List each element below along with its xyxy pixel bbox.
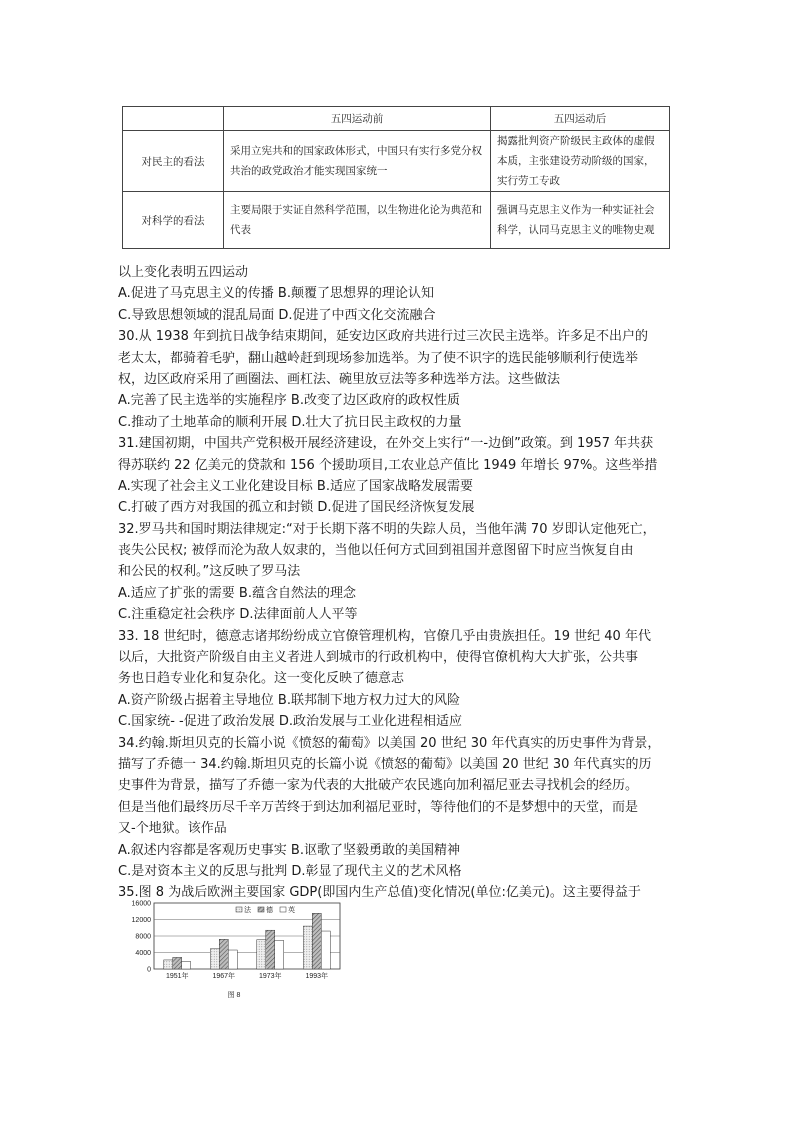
row-header: 对科学的看法 bbox=[123, 192, 224, 249]
bar bbox=[257, 940, 266, 969]
bar bbox=[266, 930, 275, 969]
legend-swatch bbox=[236, 907, 242, 912]
legend-label: 法 bbox=[244, 907, 251, 914]
y-tick-label: 8000 bbox=[135, 933, 151, 941]
question-32-line: 32.罗马共和国时期法律规定:“对于长期下落不明的失踪人员，当他年满 70 岁即认定他死亡， bbox=[118, 521, 656, 537]
x-tick-label: 1951年 bbox=[165, 973, 189, 980]
y-tick-label: 0 bbox=[147, 966, 151, 974]
y-tick-label: 4000 bbox=[135, 950, 151, 957]
question-30-line: 老太太，都骑着毛驴，翻山越岭赶到现场参加选举。为了使不识字的选民能够顺利行使选举 bbox=[118, 350, 639, 366]
legend-label: 英 bbox=[288, 907, 295, 914]
bar bbox=[312, 913, 321, 969]
legend-swatch bbox=[280, 907, 286, 912]
question-34-line: 又-个地狱。该作品 bbox=[118, 821, 227, 837]
question-32-line: 丧失公民权; 被俘而沦为敌人奴隶的，当他以任何方式回到祖国并意图留下时应当恢复自由 bbox=[118, 543, 634, 559]
bar bbox=[219, 939, 228, 969]
table-corner-cell bbox=[123, 107, 224, 131]
cell-after: 强调马克思主义作为一种实证社会科学，认同马克思主义的唯物史观 bbox=[491, 192, 670, 249]
bar bbox=[275, 941, 284, 969]
question-34-line: 描写了乔德一 34.约翰.斯坦贝克的长篇小说《愤怒的葡萄》以美国 20 世纪 30 年代真实的历 bbox=[118, 756, 652, 772]
question-34-line: 史事件为背景，描写了乔德一家为代表的大批破产农民逃向加利福尼亚去寻找机会的经历。 bbox=[118, 778, 639, 794]
cell-before: 主要局限于实证自然科学范围，以生物进化论为典范和代表 bbox=[224, 192, 491, 249]
bar bbox=[321, 931, 330, 969]
bar bbox=[164, 960, 173, 969]
x-tick-label: 1973年 bbox=[258, 973, 282, 980]
question-30-line: 30.从 1938 年到抗日战争结束期间，延安边区政府共进行过三次民主选举。许多足不出户的 bbox=[118, 329, 649, 345]
option-line: A.资产阶级占据着主导地位 B.联邦制下地方权力过大的风险 bbox=[118, 692, 460, 708]
question-34-line: 34.约翰.斯坦贝克的长篇小说《愤怒的葡萄》以美国 20 世纪 30 年代真实的历史事件为背景， bbox=[118, 735, 661, 751]
option-line: C.打破了西方对我国的孤立和封锁 D.促进了国民经济恢复发展 bbox=[118, 500, 475, 516]
option-line: A.适应了扩张的需要 B.蕴含自然法的理念 bbox=[118, 585, 356, 601]
chart-caption: 图 8 bbox=[227, 992, 241, 999]
x-tick-label: 1967年 bbox=[212, 973, 236, 980]
option-line: A.完善了民主选举的实施程序 B.改变了边区政府的政权性质 bbox=[118, 393, 460, 409]
question-35-line: 35.图 8 为战后欧洲主要国家 GDP(即国内生产总值)变化情况(单位:亿美元)。这主要得益于 bbox=[118, 885, 641, 901]
question-31-line: 31.建国初期，中国共产党积极开展经济建设，在外交上实行“一-边倒”政策。到 1957 年共获 bbox=[118, 436, 654, 452]
option-line: C.注重稳定社会秩序 D.法律面前人人平等 bbox=[118, 607, 358, 623]
legend-swatch bbox=[258, 907, 264, 912]
question-30-line: 权，边区政府采用了画圈法、画杠法、碗里放豆法等多种选举方法。这些做法 bbox=[118, 371, 561, 387]
question-33-line: 以后，大批资产阶级自由主义者进人到城市的行政机构中，使得官僚机构大大扩张，公共事 bbox=[118, 650, 639, 666]
bar bbox=[303, 926, 312, 969]
option-line: C.导致思想领域的混乱局面 D.促进了中西文化交流融合 bbox=[118, 307, 436, 323]
table-row bbox=[123, 131, 670, 192]
row-header: 对民主的看法 bbox=[123, 131, 224, 192]
question-33-line: 33. 18 世纪时，德意志诸邦纷纷成立官僚管理机构，官僚几乎由贵族担任。19 世纪 40 年代 bbox=[118, 628, 651, 644]
cell-before: 采用立宪共和的国家政体形式，中国只有实行多党分权共治的政党政治才能实现国家统一 bbox=[224, 131, 491, 192]
cell-after: 揭露批判资产阶级民主政体的虚假本质，主张建设劳动阶级的国家，实行劳工专政 bbox=[491, 131, 670, 192]
column-header-before: 五四运动前 bbox=[224, 107, 491, 131]
y-tick-label: 12000 bbox=[131, 917, 151, 924]
question-34-line: 但是当他们最终历尽千辛万苦终于到达加利福尼亚时，等待他们的不是梦想中的天堂，而是 bbox=[118, 799, 639, 815]
gdp-bar-chart-svg bbox=[118, 893, 348, 1008]
option-line: A.实现了社会主义工业化建设目标 B.适应了国家战略发展需要 bbox=[118, 478, 473, 494]
question-31-line: 得苏联约 22 亿美元的贷款和 156 个援助项目,工农业总产值比 1949 年增长 97%。这些举措 bbox=[118, 457, 658, 473]
bar bbox=[182, 962, 191, 969]
bar bbox=[228, 950, 237, 969]
bar bbox=[210, 949, 219, 969]
bar bbox=[173, 957, 182, 969]
comparison-table bbox=[122, 106, 670, 249]
table-row bbox=[123, 192, 670, 249]
option-line: C.推动了土地革命的顺利开展 D.壮大了抗日民主政权的力量 bbox=[118, 414, 462, 430]
text-line: 以上变化表明五四运动 bbox=[118, 265, 249, 280]
table-header-row bbox=[123, 107, 670, 131]
x-tick-label: 1993年 bbox=[305, 973, 329, 980]
question-33-line: 务也日趋专业化和复杂化。这一变化反映了德意志 bbox=[118, 671, 405, 687]
gdp-bar-chart bbox=[118, 893, 348, 1008]
option-line: C.国家统- -促进了政治发展 D.政治发展与工业化进程相适应 bbox=[118, 714, 462, 730]
option-line: A.叙述内容都是客观历史事实 B.讴歌了坚毅勇敢的美国精神 bbox=[118, 842, 460, 858]
y-tick-label: 16000 bbox=[131, 900, 151, 908]
legend-label: 德 bbox=[266, 907, 273, 914]
option-line: C.是对资本主义的反思与批判 D.彰显了现代主义的艺术风格 bbox=[118, 863, 462, 879]
question-32-line: 和公民的权利。”这反映了罗马法 bbox=[118, 564, 301, 580]
question-text bbox=[118, 262, 678, 904]
column-header-after: 五四运动后 bbox=[491, 107, 670, 131]
option-line: A.促进了马克思主义的传播 B.颠覆了思想界的理论认知 bbox=[118, 286, 434, 302]
